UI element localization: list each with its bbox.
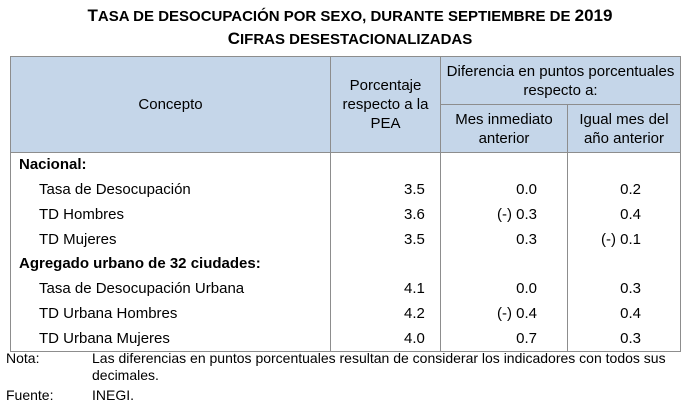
title-line2-initial: C (227, 29, 241, 48)
header-mes-anterior: Mes inmediato anterior (441, 105, 568, 153)
row-anio-diff: 0.4 (568, 202, 681, 227)
row-pea-value: 3.5 (331, 227, 441, 252)
row-mes-diff: 0.7 (441, 327, 568, 352)
section-title: Nacional: (11, 153, 331, 178)
table-row (11, 202, 681, 227)
title-year: 2019 (574, 6, 613, 25)
row-label: TD Hombres (11, 202, 331, 227)
row-mes-diff: 0.0 (441, 177, 568, 202)
note-label: Nota: (6, 350, 40, 366)
source-label: Fuente: (6, 387, 54, 403)
empty-cell (441, 252, 568, 277)
row-anio-diff: 0.4 (568, 302, 681, 327)
title-line1-text: ASA DE DESOCUPACIÓN POR SEXO, DURANTE SEPTIEMBRE DE (97, 8, 575, 25)
title-line2-text: IFRAS DESESTACIONALIZADAS (240, 31, 473, 48)
row-mes-diff: (-) 0.4 (441, 302, 568, 327)
table-row (11, 177, 681, 202)
table-subtitle (0, 29, 700, 50)
row-label: TD Mujeres (11, 227, 331, 252)
row-mes-diff: 0.3 (441, 227, 568, 252)
header-anio-anterior: Igual mes del año anterior (568, 105, 681, 153)
source-text: INEGI. (92, 387, 135, 403)
row-pea-value: 3.5 (331, 177, 441, 202)
row-pea-value: 3.6 (331, 202, 441, 227)
header-pea: Porcentaje respecto a la PEA (331, 57, 441, 153)
unemployment-table (10, 56, 681, 352)
section-row (11, 153, 681, 178)
header-concepto: Concepto (11, 57, 331, 153)
row-label: Tasa de Desocupación (11, 177, 331, 202)
row-pea-value: 4.1 (331, 277, 441, 302)
row-label: TD Urbana Mujeres (11, 327, 331, 352)
header-diferencia: Diferencia en puntos porcentuales respecto a: (441, 57, 681, 105)
table-row (11, 327, 681, 352)
empty-cell (441, 153, 568, 178)
note-text: Las diferencias en puntos porcentuales resultan de considerar los indicadores con todos sus decimales. (92, 350, 666, 383)
section-title: Agregado urbano de 32 ciudades: (11, 252, 331, 277)
row-label: TD Urbana Hombres (11, 302, 331, 327)
table-row (11, 302, 681, 327)
source (6, 387, 696, 404)
row-anio-diff: 0.3 (568, 327, 681, 352)
table-row (11, 277, 681, 302)
row-anio-diff: (-) 0.1 (568, 227, 681, 252)
empty-cell (568, 153, 681, 178)
table-row (11, 227, 681, 252)
table-title (0, 6, 700, 27)
row-label: Tasa de Desocupación Urbana (11, 277, 331, 302)
empty-cell (331, 153, 441, 178)
empty-cell (568, 252, 681, 277)
table-body (11, 153, 681, 352)
section-row (11, 252, 681, 277)
title-line1-initial: T (87, 6, 98, 25)
row-pea-value: 4.2 (331, 302, 441, 327)
row-mes-diff: (-) 0.3 (441, 202, 568, 227)
row-mes-diff: 0.0 (441, 277, 568, 302)
note (6, 350, 696, 384)
row-pea-value: 4.0 (331, 327, 441, 352)
empty-cell (331, 252, 441, 277)
row-anio-diff: 0.3 (568, 277, 681, 302)
row-anio-diff: 0.2 (568, 177, 681, 202)
